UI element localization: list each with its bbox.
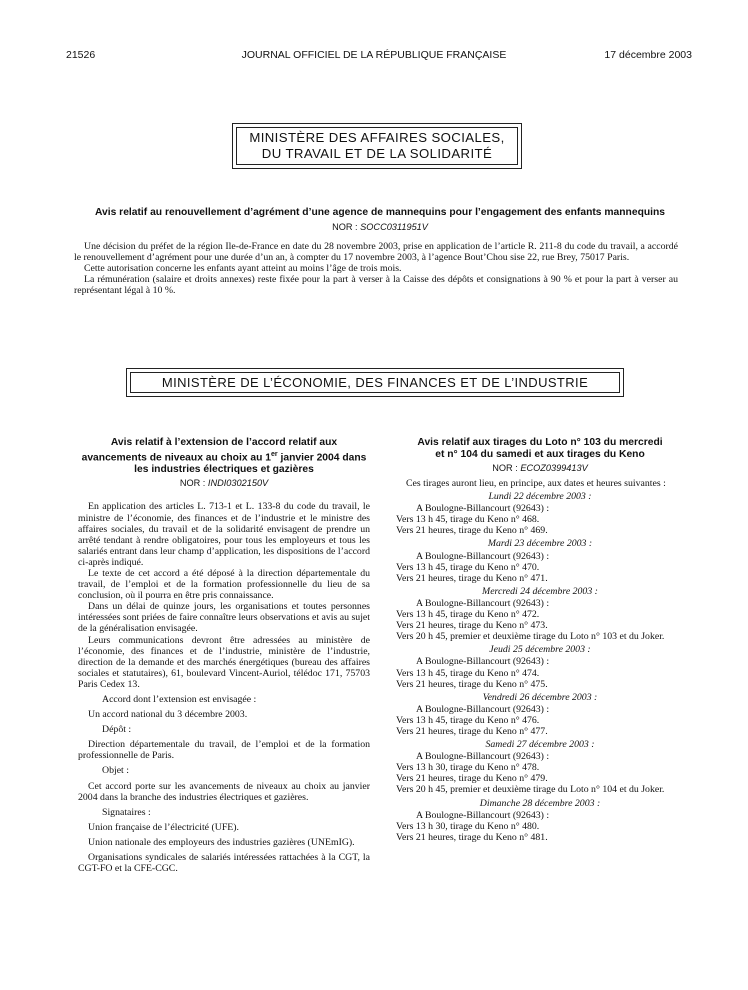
nor-code: ECOZ0399413V	[520, 463, 588, 473]
signataire: Organisations syndicales de salariés intéressées rattachées à la CGT, la CGT-FO et la CFE-CGC.	[78, 852, 370, 875]
avis-title-loto	[396, 437, 684, 461]
paragraph: Cette autorisation concerne les enfants ayant atteint au moins l’âge de trois mois.	[84, 263, 402, 275]
ministry-line-1: MINISTÈRE DES AFFAIRES SOCIALES,	[249, 130, 505, 145]
draw-line: Vers 21 heures, tirage du Keno n° 479.	[396, 773, 548, 785]
nor-label: NOR :	[179, 478, 206, 489]
paragraph: Une décision du préfet de la région Ile-de-France en date du 28 novembre 2003, prise en application de l’article R. 211-8 du code du travail, a accordé le renouvellement d’agrément pour une durée d’un an, à compter du 17 novembre 2003, à l’agence Bout’Chou sise 22, rue Brey, 75017 Paris.	[74, 241, 678, 264]
day-heading: Lundi 22 décembre 2003 :	[488, 491, 592, 503]
avis-title-mannequins: Avis relatif au renouvellement d’agrément d’une agence de mannequins pour l’engagement des enfants mannequins	[94, 207, 666, 218]
nor-reference	[80, 222, 680, 233]
day-heading: Mardi 23 décembre 2003 :	[487, 538, 593, 550]
ministry-title: MINISTÈRE DE L’ÉCONOMIE, DES FINANCES ET DE L’INDUSTRIE	[130, 372, 620, 393]
place-line: A Boulogne-Billancourt (92643) :	[416, 703, 550, 715]
day-block	[396, 798, 684, 843]
draw-line: Vers 13 h 45, tirage du Keno n° 470.	[396, 561, 540, 573]
extension-label: Accord dont l’extension est envisagée :	[102, 694, 257, 706]
nor-label: NOR :	[492, 463, 518, 473]
draw-line: Vers 13 h 45, tirage du Keno n° 472.	[396, 609, 540, 621]
extension-value: Un accord national du 3 décembre 2003.	[88, 709, 248, 721]
title-line: Avis relatif aux tirages du Loto n° 103 du mercredi	[417, 437, 663, 448]
signataire: Union nationale des employeurs des industries gazières (UNEmIG).	[88, 836, 355, 848]
nor-code: SOCC0311951V	[360, 222, 428, 232]
nor-reference	[78, 478, 370, 489]
place-line: A Boulogne-Billancourt (92643) :	[416, 656, 550, 668]
intro-paragraph: Ces tirages auront lieu, en principe, aux dates et heures suivantes :	[406, 478, 666, 489]
draw-line: Vers 13 h 45, tirage du Keno n° 474.	[396, 667, 540, 679]
place-line: A Boulogne-Billancourt (92643) :	[416, 503, 550, 515]
paragraph: En application des articles L. 713-1 et L. 133-8 du code du travail, le ministre de l’économie, des finances et de l’industrie et le ministre des affaires sociales, du travail et de la solidarité envisagent de prendre un arrêté tendant à rendre obligatoires, pour tous les employeurs et tous les salariés entrant dans leur champ d’application, les dispositions de l’accord ci-après indiqué.	[78, 501, 370, 568]
day-block	[396, 491, 684, 536]
draw-line: Vers 21 heures, tirage du Keno n° 481.	[396, 831, 548, 843]
draw-line: Vers 13 h 45, tirage du Keno n° 468.	[396, 514, 540, 526]
avis-body-mannequins	[74, 241, 678, 296]
ministry-box-social-affairs	[232, 123, 522, 169]
day-block	[396, 692, 684, 737]
ministry-box-economy	[126, 368, 624, 397]
day-heading: Samedi 27 décembre 2003 :	[485, 739, 595, 751]
draw-line: Vers 13 h 30, tirage du Keno n° 478.	[396, 762, 540, 774]
draw-line: Vers 21 heures, tirage du Keno n° 477.	[396, 725, 548, 737]
column-left	[78, 437, 370, 874]
nor-code: INDI0302150V	[207, 478, 269, 489]
issue-date: 17 décembre 2003	[604, 49, 692, 61]
draw-line: Vers 21 heures, tirage du Keno n° 469.	[396, 525, 548, 537]
day-heading: Mercredi 24 décembre 2003 :	[482, 585, 598, 597]
signataires-label: Signataires :	[102, 806, 151, 818]
title-line: et n° 104 du samedi et aux tirages du Keno	[435, 449, 645, 460]
page-number: 21526	[66, 49, 96, 61]
column-right	[396, 437, 684, 843]
place-line: A Boulogne-Billancourt (92643) :	[416, 550, 550, 562]
day-block	[396, 644, 684, 689]
place-line: A Boulogne-Billancourt (92643) :	[416, 597, 550, 609]
day-block	[396, 739, 684, 795]
day-heading: Dimanche 28 décembre 2003 :	[479, 797, 601, 809]
day-heading: Jeudi 25 décembre 2003 :	[489, 644, 591, 656]
depot-value: Direction départementale du travail, de l’emploi et de la formation professionnelle de Paris.	[78, 739, 370, 762]
paragraph: La rémunération (salaire et droits annexes) reste fixée pour la part à verser à la Caisse des dépôts et consignations à 90 % et pour la part à verser au représentant légal à 10 %.	[74, 274, 678, 297]
draw-line: Vers 13 h 30, tirage du Keno n° 480.	[396, 820, 540, 832]
depot-label: Dépôt :	[102, 724, 132, 736]
avis-title-extension: Avis relatif à l’extension de l’accord relatif aux avancements de niveaux au choix au 1er janvier 2004 dans les industries électriques et gazières	[81, 437, 367, 476]
paragraph: Leurs communications devront être adressées au ministère de l’économie, des finances et de l’industrie, ministère de l’industrie, direction de la demande et des marchés énergétiques (bureau des affaires sociales et statutaires), 61, boulevard Vincent-Auriol, télédoc 171, 75703 Paris Cedex 13.	[78, 634, 370, 690]
draw-line: Vers 20 h 45, premier et deuxième tirage du Loto n° 103 et du Joker.	[396, 631, 665, 643]
day-block	[396, 586, 684, 642]
journal-title: JOURNAL OFFICIEL DE LA RÉPUBLIQUE FRANÇAISE	[241, 49, 507, 61]
draw-line: Vers 21 heures, tirage du Keno n° 471.	[396, 572, 548, 584]
day-heading: Vendredi 26 décembre 2003 :	[482, 691, 598, 703]
draw-line: Vers 21 heures, tirage du Keno n° 473.	[396, 620, 548, 632]
paragraph: Le texte de cet accord a été déposé à la direction départementale du travail, de l’emploi et de la formation professionnelle du lieu de sa conclusion, où il pourra en être pris connaissance.	[78, 567, 370, 602]
place-line: A Boulogne-Billancourt (92643) :	[416, 751, 550, 763]
signataire: Union française de l’électricité (UFE).	[88, 821, 239, 833]
draw-line: Vers 13 h 45, tirage du Keno n° 476.	[396, 714, 540, 726]
objet-label: Objet :	[102, 765, 129, 777]
draw-line: Vers 21 heures, tirage du Keno n° 475.	[396, 678, 548, 690]
paragraph: Dans un délai de quinze jours, les organisations et toutes personnes intéressées sont priées de faire connaître leurs observations et avis au sujet de la généralisation envisagée.	[78, 601, 370, 635]
nor-reference	[396, 463, 684, 474]
day-block	[396, 538, 684, 583]
objet-value: Cet accord porte sur les avancements de niveaux au choix au janvier 2004 dans la branche des industries électriques et gazières.	[78, 780, 370, 803]
nor-label: NOR :	[332, 222, 358, 232]
draw-line: Vers 20 h 45, premier et deuxième tirage du Loto n° 104 et du Joker.	[396, 784, 665, 796]
ministry-line-2: DU TRAVAIL ET DE LA SOLIDARITÉ	[261, 146, 493, 161]
place-line: A Boulogne-Billancourt (92643) :	[416, 809, 550, 821]
